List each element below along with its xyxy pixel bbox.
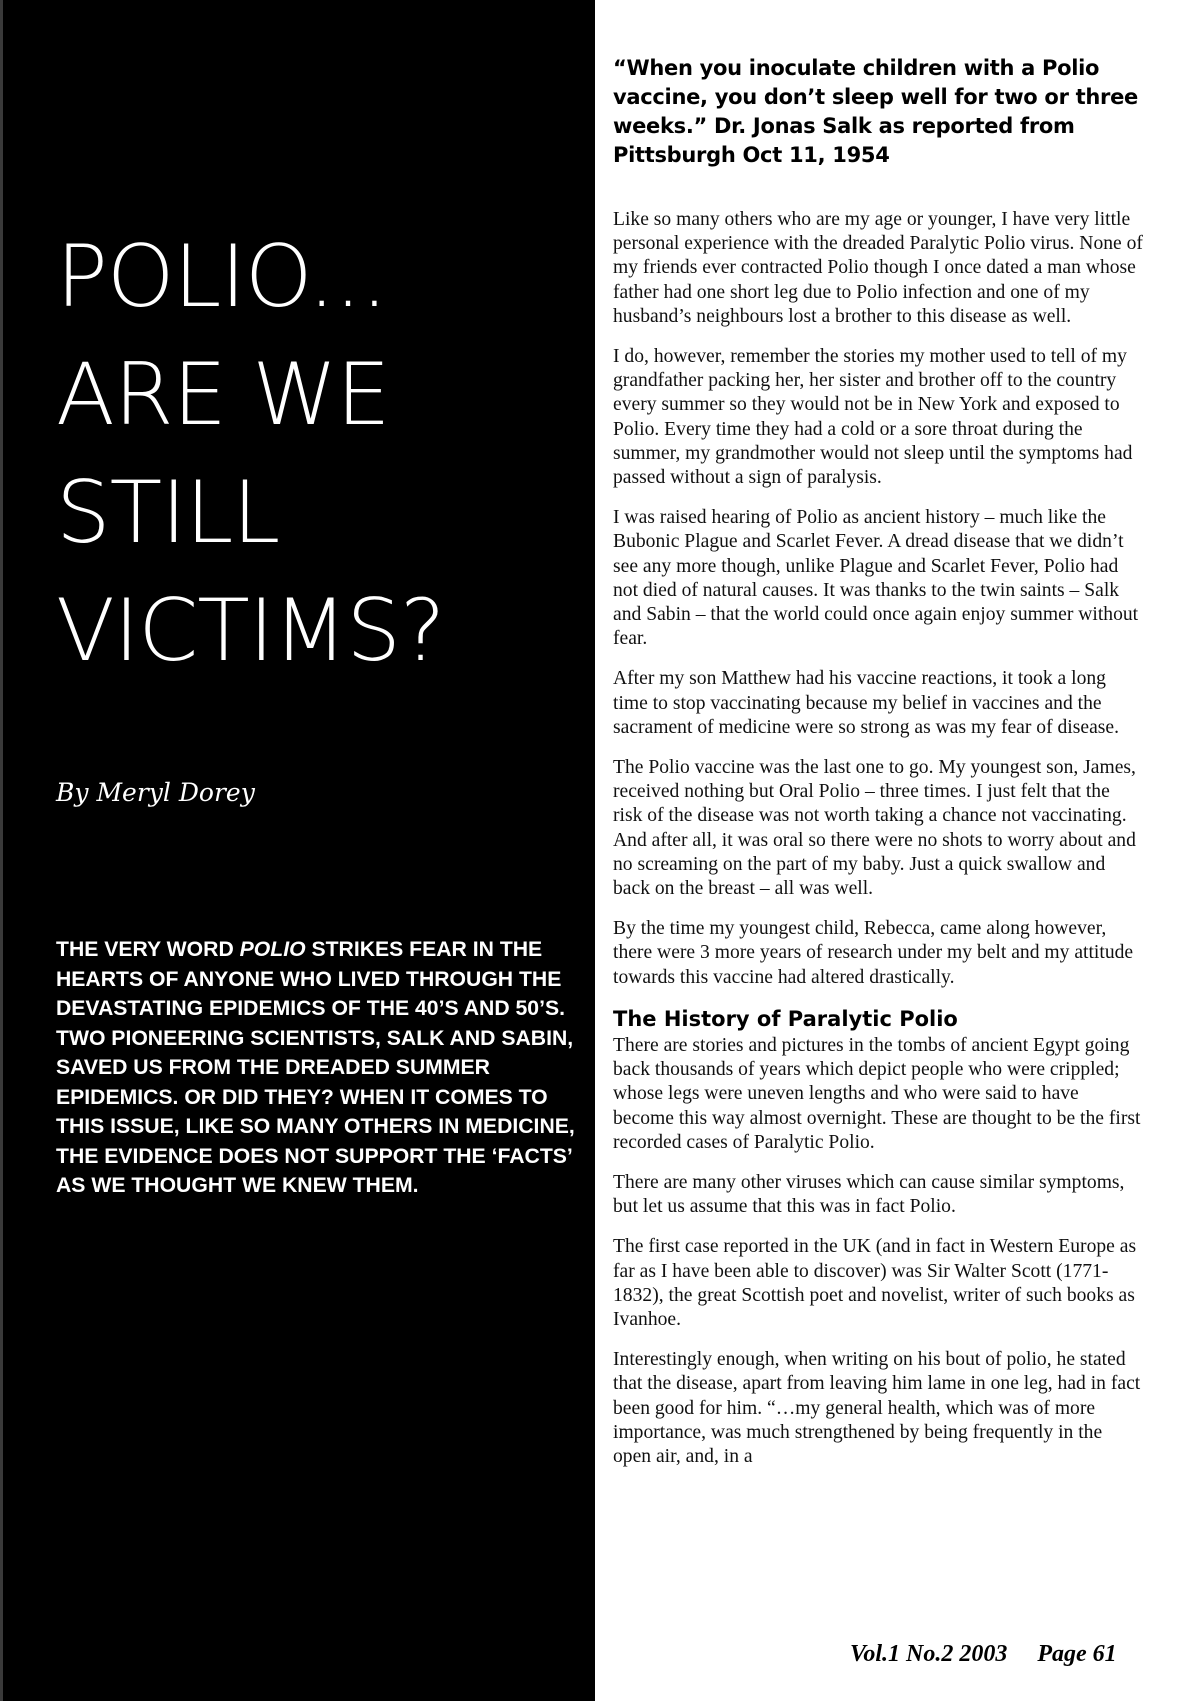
headline-line: ARE WE [56,345,390,445]
article-headline [56,218,586,690]
body-paragraph: There are stories and pictures in the tombs of ancient Egypt going back thousands of years which depict people who were crippled; whose legs were uneven lengths and who were said to have become this way almost overnight. These are thought to be the first recorded cases of Paralytic Polio. [613,1034,1141,1153]
body-paragraph: The first case reported in the UK (and in fact in Western Europe as far as I have been able to discover) was Sir Walter Scott (1771-1832), the great Scottish poet and novelist, writer of such books as Ivanhoe. [613,1236,1137,1330]
headline-line: POLIO... [56,227,388,327]
body-paragraph: The Polio vaccine was the last one to go. My youngest son, James, received nothing but Oral Polio – three times. I just felt that the risk of the disease was not worth taking a chance not vaccinating. And after all, it was oral so there were no shots to worry about and no screaming on the part of my baby. Just a quick swallow and back on the breast – all was well. [613,757,1136,900]
body-paragraph: I was raised hearing of Polio as ancient history – much like the Bubonic Plague and Scarlet Fever. A dread disease that we didn’t see any more though, unlike Plague and Scarlet Fever, Polio had not died of natural causes. It was thanks to the twin saints – Salk and Sabin – that the world could once again enjoy summer without fear. [613,507,1139,650]
body-paragraph: Like so many others who are my age or younger, I have very little personal experience with the dreaded Paralytic Polio virus. None of my friends ever contracted Polio though I once dated a man whose father had one short leg due to Polio infection and one of my husband’s neighbours lost a brother to this disease as well. [613,209,1143,327]
body-paragraph: There are many other viruses which can cause similar symptoms, but let us assume that this was in fact Polio. [613,1171,1125,1218]
body-paragraph: Interestingly enough, when writing on his bout of polio, he stated that the disease, apart from leaving him lame in one leg, had in fact been good for him. “…my general health, which was of more importance, was much strengthened by being frequently in the open air, and, in a [613,1349,1141,1467]
page-footer [850,1641,1117,1668]
intro-text-rest: STRIKES FEAR IN THE HEARTS OF ANYONE WHO LIVED THROUGH THE DEVASTATING EPIDEMICS OF THE 40’S AND 50’S. TWO PIONEERING SCIENTISTS, SALK AND SABIN, SAVED US FROM THE DREADED SUMMER EPIDEMICS. OR DID THEY? WHEN IT COMES TO THIS ISSUE, LIKE SO MANY OTHERS IN MEDICINE, THE EVIDENCE DOES NOT SUPPORT THE ‘FACTS’ AS WE THOUGHT WE KNEW THEM. [56,938,575,1197]
page-number: Page 61 [1037,1641,1117,1667]
intro-text-start: THE VERY WORD [56,938,240,961]
headline-line: VICTIMS? [56,581,445,681]
pull-quote: “When you inoculate children with a Polio vaccine, you don’t sleep well for two or three weeks.” Dr. Jonas Salk as reported from Pittsburgh Oct 11, 1954 [613,56,1138,167]
intro-emphasis: POLIO [239,938,306,961]
body-paragraph: By the time my youngest child, Rebecca, came along however, there were 3 more years of research under my belt and my attitude towards this vaccine had altered drastically. [613,918,1134,988]
panel-edge-line [0,0,3,1701]
body-paragraph: After my son Matthew had his vaccine reactions, it took a long time to stop vaccinating because my belief in vaccines and the sacrament of medicine were so strong as was my fear of disease. [613,668,1119,738]
body-paragraph: I do, however, remember the stories my mother used to tell of my grandfather packing her, her sister and brother off to the country every summer so they would not be in New York and exposed to Polio. Every time they had a cold or a sore throat during the summer, my grandmother would not sleep until the symptoms had passed without a sign of paralysis. [613,346,1133,489]
headline-line: STILL [56,463,280,563]
author-byline: By Meryl Dorey [56,778,255,807]
intro-standfirst [56,935,591,1201]
section-heading: The History of Paralytic Polio [613,1006,958,1031]
left-title-panel [0,0,595,1701]
issue-volume: Vol.1 No.2 2003 [850,1641,1008,1667]
article-body-column [613,54,1143,1485]
